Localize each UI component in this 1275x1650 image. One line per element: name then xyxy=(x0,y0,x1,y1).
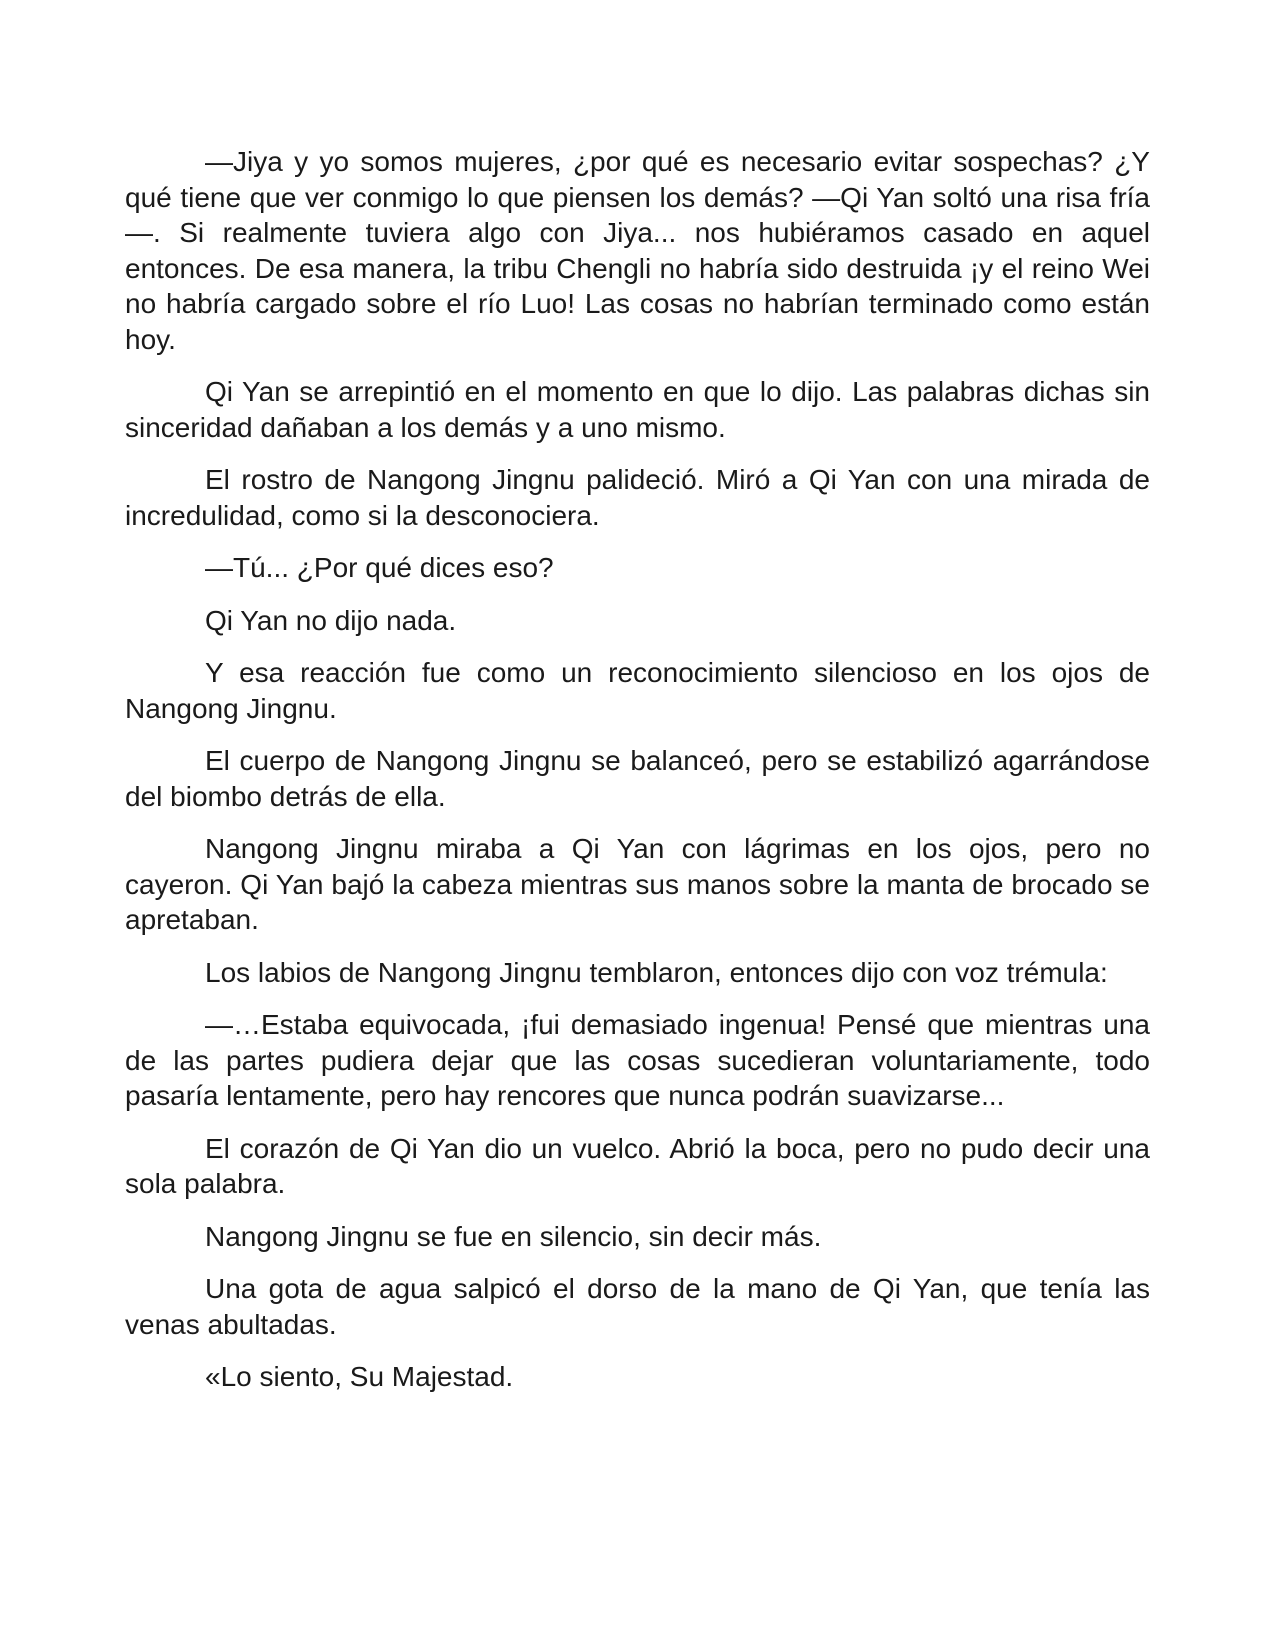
paragraph-2: Qi Yan se arrepintió en el momento en que lo dijo. Las palabras dichas sin sinceridad dañaban a los demás y a uno mismo. xyxy=(125,376,1150,443)
paragraph-8: Nangong Jingnu miraba a Qi Yan con lágrimas en los ojos, pero no cayeron. Qi Yan bajó la cabeza mientras sus manos sobre la manta de brocado se apretaban. xyxy=(125,833,1150,935)
paragraph-9: Los labios de Nangong Jingnu temblaron, entonces dijo con voz trémula: xyxy=(205,956,1108,988)
paragraph-6: Y esa reacción fue como un reconocimiento silencioso en los ojos de Nangong Jingnu. xyxy=(125,657,1150,724)
paragraph-4: —Tú... ¿Por qué dices eso? xyxy=(205,552,554,583)
paragraph-11: El corazón de Qi Yan dio un vuelco. Abrió la boca, pero no pudo decir una sola palabra. xyxy=(125,1132,1150,1199)
paragraph-5: Qi Yan no dijo nada. xyxy=(205,604,457,636)
paragraph-1: —Jiya y yo somos mujeres, ¿por qué es necesario evitar sospechas? ¿Y qué tiene que ver conmigo lo que piensen los demás? —Qi Yan soltó una risa fría—. Si realmente tuviera algo con Jiya... nos hubiéramos casado en aquel entonces. De esa manera, la tribu Chengli no habría sido destruida ¡y el reino Wei no habría cargado sobre el río Luo! Las cosas no habrían terminado como están hoy. xyxy=(125,146,1150,355)
paragraph-10: —…Estaba equivocada, ¡fui demasiado ingenua! Pensé que mientras una de las partes pudiera dejar que las cosas sucedieran voluntariamente, todo pasaría lentamente, pero hay rencores que nunca podrán suavizarse... xyxy=(125,1009,1150,1111)
paragraph-3: El rostro de Nangong Jingnu palideció. Miró a Qi Yan con una mirada de incredulidad, como si la desconociera. xyxy=(125,464,1150,531)
paragraph-14: «Lo siento, Su Majestad. xyxy=(205,1361,514,1392)
paragraph-13: Una gota de agua salpicó el dorso de la mano de Qi Yan, que tenía las venas abultadas. xyxy=(125,1273,1150,1340)
document-body xyxy=(125,144,1150,1412)
paragraph-12: Nangong Jingnu se fue en silencio, sin decir más. xyxy=(205,1220,822,1252)
paragraph-7: El cuerpo de Nangong Jingnu se balanceó, pero se estabilizó agarrándose del biombo detrás de ella. xyxy=(125,745,1150,812)
